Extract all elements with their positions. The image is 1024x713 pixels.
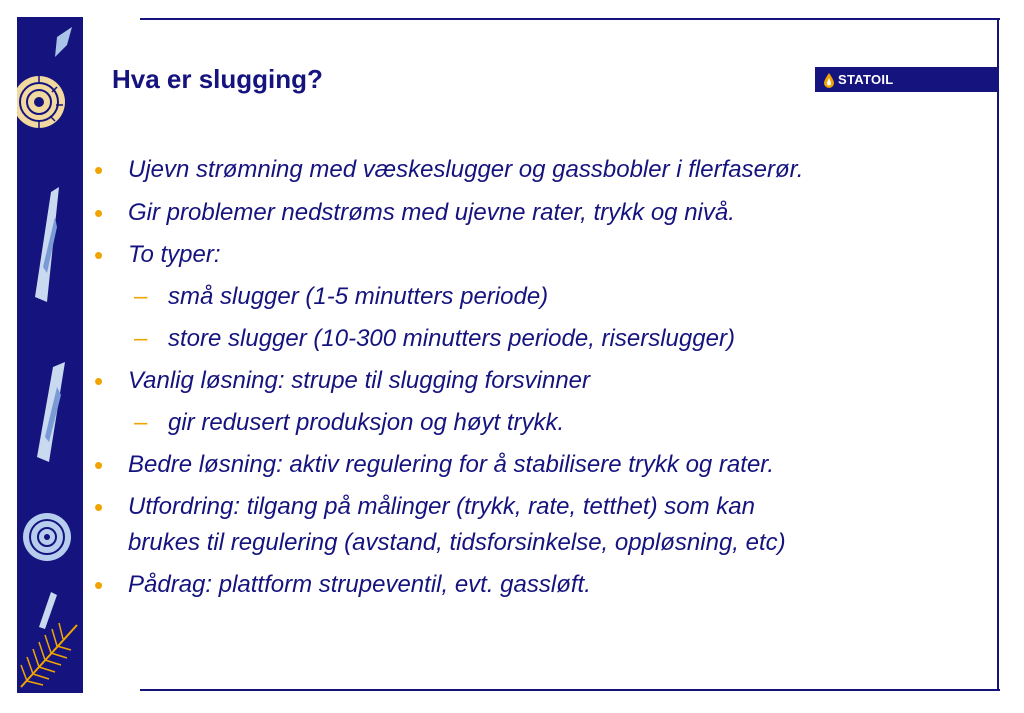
list-item-text: To typer:: [128, 241, 221, 268]
list-item: [94, 238, 221, 272]
list-item: [94, 568, 591, 602]
list-item-text: Pådrag: plattform strupeventil, evt. gassløft.: [128, 571, 591, 598]
slide-title: Hva er slugging?: [112, 64, 323, 94]
list-item-text: brukes til regulering (avstand, tidsforsinkelse, oppløsning, etc): [128, 529, 786, 556]
list-item-text: gir redusert produksjon og høyt trykk.: [168, 409, 565, 436]
bullet-marker: •: [94, 450, 104, 480]
bullet-marker: •: [94, 155, 104, 185]
list-item-text: Bedre løsning: aktiv regulering for å stabilisere trykk og rater.: [128, 451, 775, 478]
dash-marker: –: [134, 283, 148, 310]
list-item: [94, 490, 755, 524]
list-item-text: små slugger (1-5 minutters periode): [168, 283, 549, 310]
logo-text: STATOIL: [838, 72, 894, 87]
list-item-text: Gir problemer nedstrøms med ujevne rater, trykk og nivå.: [128, 199, 735, 226]
bullet-marker: •: [94, 240, 104, 270]
list-item-continuation: [128, 526, 786, 560]
list-item: [94, 448, 775, 482]
bullet-marker: •: [94, 198, 104, 228]
list-item-text: Vanlig løsning: strupe til slugging forsvinner: [128, 367, 591, 394]
list-item: [94, 364, 591, 398]
dash-marker: –: [134, 409, 148, 436]
list-item-text: Ujevn strømning med væskeslugger og gassbobler i flerfaserør.: [128, 156, 804, 183]
bullet-marker: •: [94, 366, 104, 396]
list-item: [94, 153, 804, 187]
list-item: [134, 322, 735, 356]
list-item-text: Utfordring: tilgang på målinger (trykk, rate, tetthet) som kan: [128, 493, 755, 520]
list-item: [134, 406, 565, 440]
list-item-text: store slugger (10-300 minutters periode, riserslugger): [168, 325, 735, 352]
bullet-marker: •: [94, 570, 104, 600]
dash-marker: –: [134, 325, 148, 352]
list-item: [134, 280, 549, 314]
list-item: [94, 196, 735, 230]
bullet-marker: •: [94, 492, 104, 522]
